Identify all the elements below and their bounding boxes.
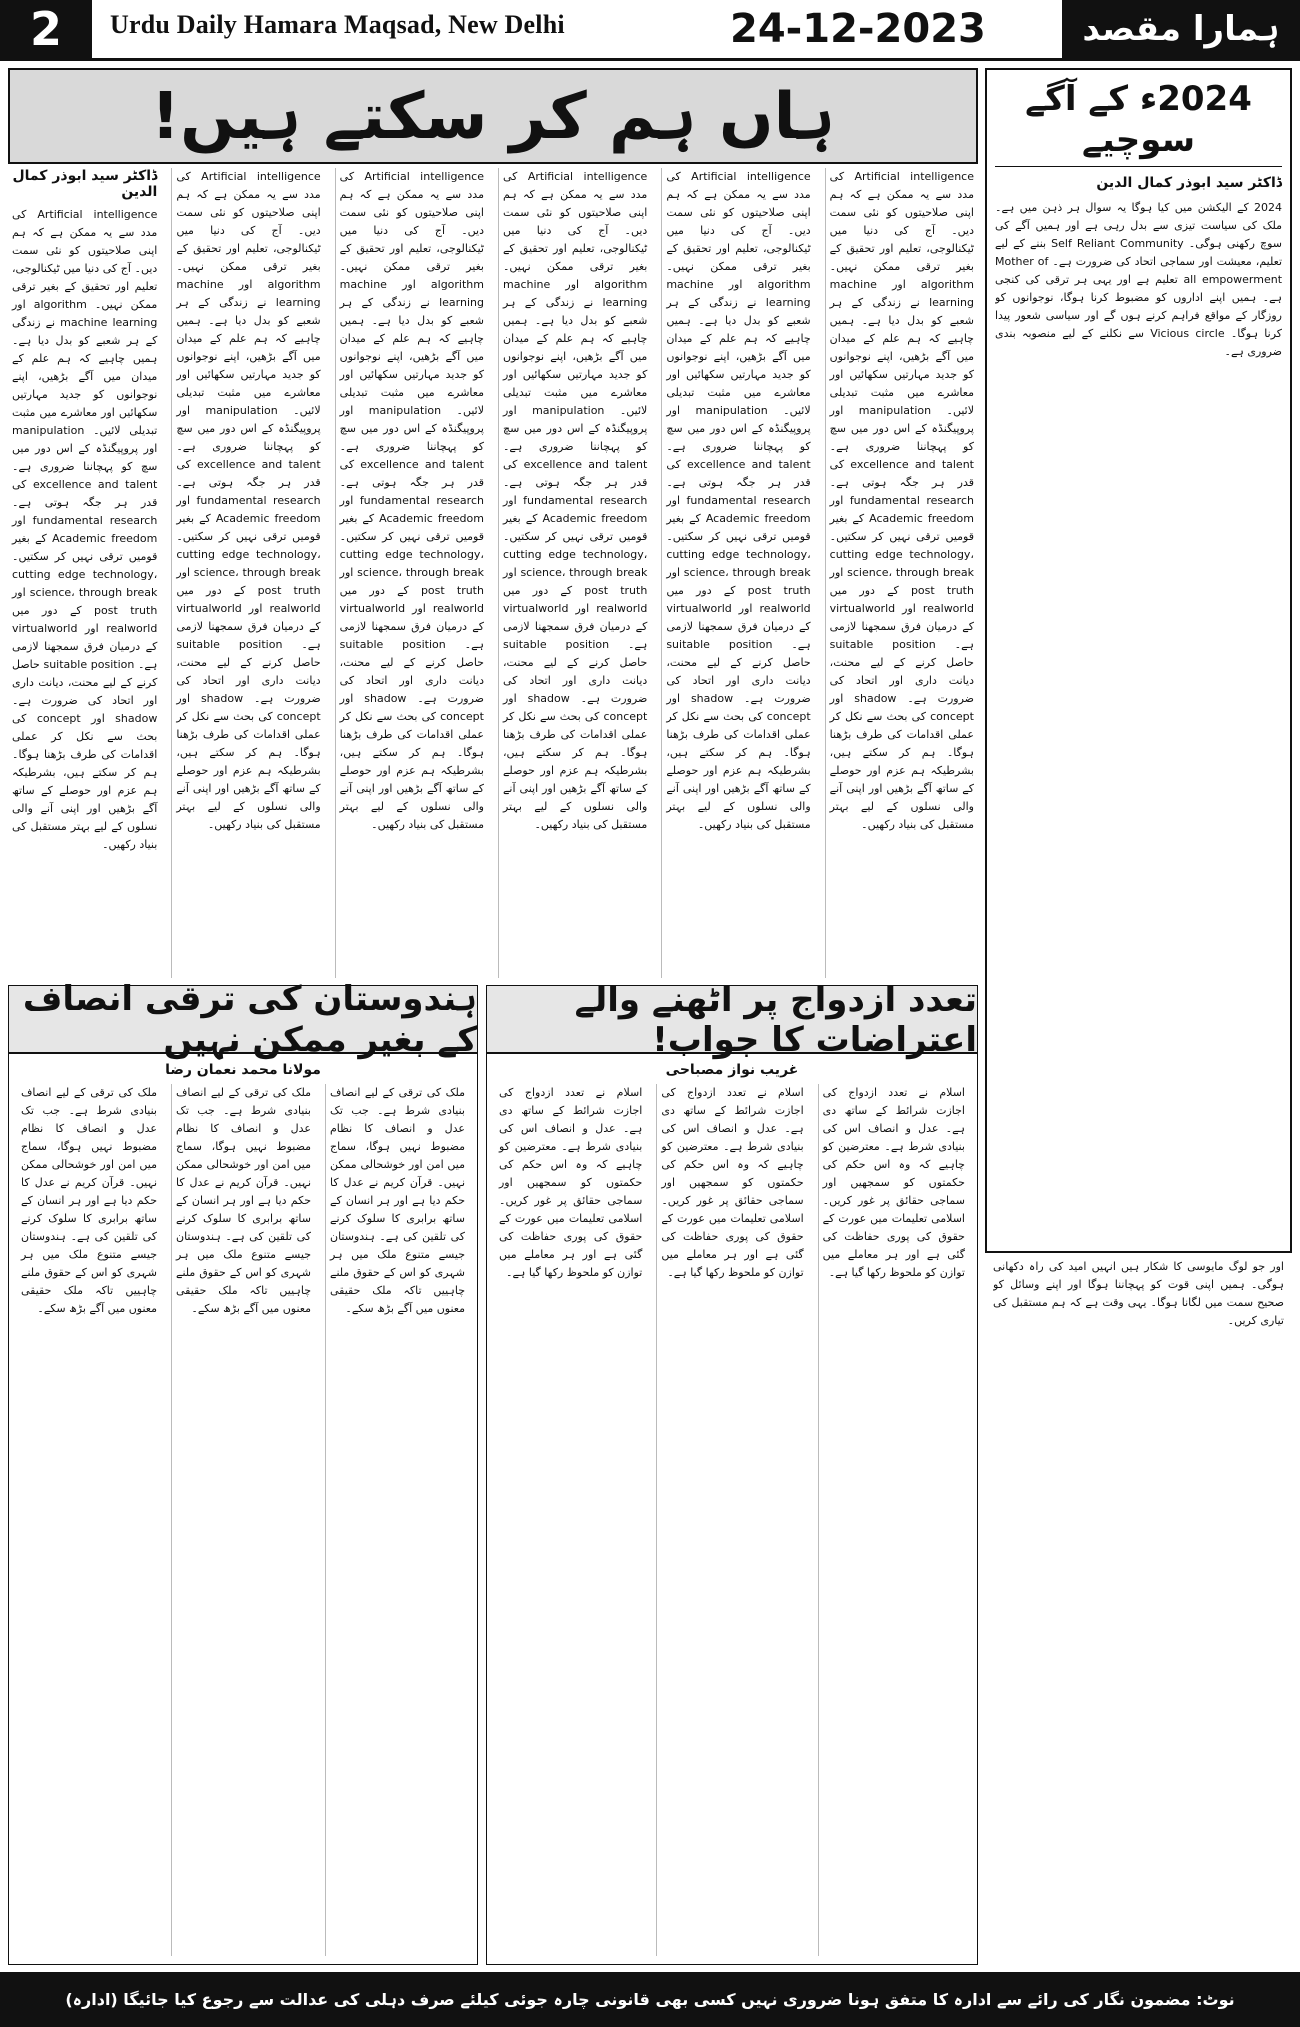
justice-text-1: ملک کی ترقی کے لیے انصاف بنیادی شرط ہے۔ جب تک عدل و انصاف کا نظام مضبوط نہیں ہوگا، سماج میں امن اور خوشحالی ممکن نہیں۔ قرآن کریم نے عدل کا حکم دیا ہے اور ہر انسان کے ساتھ برابری کا سلوک کرنے کی تلقین کی ہے۔ ہندوستان جیسے متنوع ملک میں ہر شہری کو اس کے حقوق ملنے چاہییں تاکہ ملک حقیقی معنوں میں آگے بڑھ سکے۔: [21, 1086, 157, 1315]
page-number: 2: [0, 0, 92, 58]
main-col-1: [8, 168, 161, 978]
side-article: [985, 68, 1292, 1253]
main-text-5: Artificial intelligence کی مدد سے یہ ممکن ہے کہ ہم اپنی صلاحیتوں کو نئی سمت دیں۔ آج کی دنیا میں ٹیکنالوجی، تعلیم اور تحقیق کے بغیر ترقی ممکن نہیں۔ algorithm اور machine learning نے زندگی کے ہر شعبے کو بدل دیا ہے۔ ہمیں چاہیے کہ ہم علم کے میدان میں آگے بڑھیں، اپنے نوجوانوں کو جدید مہارتیں سکھائیں اور معاشرے میں مثبت تبدیلی لائیں۔ manipulation اور پروپیگنڈہ کے اس دور میں سچ کو پہچاننا ضروری ہے۔ excellence and talent کی قدر ہر جگہ ہوتی ہے۔ fundamental research اور Academic freedom کے بغیر قومیں ترقی نہیں کر سکتیں۔ cutting edge technology، science، through break اور post truth کے دور میں realworld اور virtualworld کے درمیان فرق سمجھنا لازمی ہے۔ suitable position حاصل کرنے کے لیے محنت، دیانت داری اور اتحاد کی ضرورت ہے۔ shadow اور concept کی بحث سے نکل کر عملی اقدامات کی طرف بڑھنا ہوگا۔ ہم کر سکتے ہیں، بشرطیکہ ہم عزم اور حوصلے کے ساتھ آگے بڑھیں اور اپنی آنے والی نسلوں کے لیے بہتر مستقبل کی بنیاد رکھیں۔: [666, 170, 811, 831]
main-article: [8, 168, 978, 978]
main-text-6: Artificial intelligence کی مدد سے یہ ممکن ہے کہ ہم اپنی صلاحیتوں کو نئی سمت دیں۔ آج کی دنیا میں ٹیکنالوجی، تعلیم اور تحقیق کے بغیر ترقی ممکن نہیں۔ algorithm اور machine learning نے زندگی کے ہر شعبے کو بدل دیا ہے۔ ہمیں چاہیے کہ ہم علم کے میدان میں آگے بڑھیں، اپنے نوجوانوں کو جدید مہارتیں سکھائیں اور معاشرے میں مثبت تبدیلی لائیں۔ manipulation اور پروپیگنڈہ کے اس دور میں سچ کو پہچاننا ضروری ہے۔ excellence and talent کی قدر ہر جگہ ہوتی ہے۔ fundamental research اور Academic freedom کے بغیر قومیں ترقی نہیں کر سکتیں۔ cutting edge technology، science، through break اور post truth کے دور میں realworld اور virtualworld کے درمیان فرق سمجھنا لازمی ہے۔ suitable position حاصل کرنے کے لیے محنت، دیانت داری اور اتحاد کی ضرورت ہے۔ shadow اور concept کی بحث سے نکل کر عملی اقدامات کی طرف بڑھنا ہوگا۔ ہم کر سکتے ہیں، بشرطیکہ ہم عزم اور حوصلے کے ساتھ آگے بڑھیں اور اپنی آنے والی نسلوں کے لیے بہتر مستقبل کی بنیاد رکھیں۔: [829, 170, 974, 831]
side-byline: ڈاکٹر سید ابوذر کمال الدین: [1096, 175, 1282, 191]
justice-text-2: ملک کی ترقی کے لیے انصاف بنیادی شرط ہے۔ جب تک عدل و انصاف کا نظام مضبوط نہیں ہوگا، سماج میں امن اور خوشحالی ممکن نہیں۔ قرآن کریم نے عدل کا حکم دیا ہے اور ہر انسان کے ساتھ برابری کا سلوک کرنے کی تلقین کی ہے۔ ہندوستان جیسے متنوع ملک میں ہر شہری کو اس کے حقوق ملنے چاہییں تاکہ ملک حقیقی معنوں میں آگے بڑھ سکے۔: [176, 1086, 311, 1315]
polygamy-col-2: [656, 1084, 807, 1956]
justice-body: [9, 1054, 477, 1966]
justice-col-2: [171, 1084, 315, 1956]
main-text-2: Artificial intelligence کی مدد سے یہ ممکن ہے کہ ہم اپنی صلاحیتوں کو نئی سمت دیں۔ آج کی دنیا میں ٹیکنالوجی، تعلیم اور تحقیق کے بغیر ترقی ممکن نہیں۔ algorithm اور machine learning نے زندگی کے ہر شعبے کو بدل دیا ہے۔ ہمیں چاہیے کہ ہم علم کے میدان میں آگے بڑھیں، اپنے نوجوانوں کو جدید مہارتیں سکھائیں اور معاشرے میں مثبت تبدیلی لائیں۔ manipulation اور پروپیگنڈہ کے اس دور میں سچ کو پہچاننا ضروری ہے۔ excellence and talent کی قدر ہر جگہ ہوتی ہے۔ fundamental research اور Academic freedom کے بغیر قومیں ترقی نہیں کر سکتیں۔ cutting edge technology، science، through break اور post truth کے دور میں realworld اور virtualworld کے درمیان فرق سمجھنا لازمی ہے۔ suitable position حاصل کرنے کے لیے محنت، دیانت داری اور اتحاد کی ضرورت ہے۔ shadow اور concept کی بحث سے نکل کر عملی اقدامات کی طرف بڑھنا ہوگا۔ ہم کر سکتے ہیں، بشرطیکہ ہم عزم اور حوصلے کے ساتھ آگے بڑھیں اور اپنی آنے والی نسلوں کے لیے بہتر مستقبل کی بنیاد رکھیں۔: [176, 170, 321, 831]
side-text-box: [995, 199, 1282, 1264]
paper-name: Urdu Daily Hamara Maqsad, New Delhi: [110, 10, 565, 39]
justice-columns: [17, 1084, 469, 1956]
polygamy-article: [486, 979, 978, 1965]
main-article-columns: [8, 168, 978, 978]
justice-col-1: [17, 1084, 161, 1956]
main-text-1: Artificial intelligence کی مدد سے یہ ممکن ہے کہ ہم اپنی صلاحیتوں کو نئی سمت دیں۔ آج کی دنیا میں ٹیکنالوجی، تعلیم اور تحقیق کے بغیر ترقی ممکن نہیں۔ algorithm اور machine learning نے زندگی کے ہر شعبے کو بدل دیا ہے۔ ہمیں چاہیے کہ ہم علم کے میدان میں آگے بڑھیں، اپنے نوجوانوں کو جدید مہارتیں سکھائیں اور معاشرے میں مثبت تبدیلی لائیں۔ manipulation اور پروپیگنڈہ کے اس دور میں سچ کو پہچاننا ضروری ہے۔ excellence and talent کی قدر ہر جگہ ہوتی ہے۔ fundamental research اور Academic freedom کے بغیر قومیں ترقی نہیں کر سکتیں۔ cutting edge technology، science، through break اور post truth کے دور میں realworld اور virtualworld کے درمیان فرق سمجھنا لازمی ہے۔ suitable position حاصل کرنے کے لیے محنت، دیانت داری اور اتحاد کی ضرورت ہے۔ shadow اور concept کی بحث سے نکل کر عملی اقدامات کی طرف بڑھنا ہوگا۔ ہم کر سکتے ہیں، بشرطیکہ ہم عزم اور حوصلے کے ساتھ آگے بڑھیں اور اپنی آنے والی نسلوں کے لیے بہتر مستقبل کی بنیاد رکھیں۔: [12, 208, 158, 851]
polygamy-text-2: اسلام نے تعدد ازدواج کی اجازت شرائط کے ساتھ دی ہے۔ عدل و انصاف اس کی بنیادی شرط ہے۔ معترضین کو چاہیے کہ وہ اس حکم کی حکمتوں کو سمجھیں اور سماجی حقائق پر غور کریں۔ اسلامی تعلیمات میں عورت کے حقوق کی پوری حفاظت کی گئی ہے اور ہر معاملے میں توازن کو ملحوظ رکھا گیا ہے۔: [661, 1086, 804, 1279]
main-headline: [8, 68, 978, 164]
main-headline-text: ہاں ہم کر سکتے ہیں!: [150, 79, 836, 154]
polygamy-text-1: اسلام نے تعدد ازدواج کی اجازت شرائط کے ساتھ دی ہے۔ عدل و انصاف اس کی بنیادی شرط ہے۔ معترضین کو چاہیے کہ وہ اس حکم کی حکمتوں کو سمجھیں اور سماجی حقائق پر غور کریں۔ اسلامی تعلیمات میں عورت کے حقوق کی پوری حفاظت کی گئی ہے اور ہر معاملے میں توازن کو ملحوظ رکھا گیا ہے۔: [499, 1086, 643, 1279]
polygamy-col-3: [818, 1084, 969, 1956]
justice-headline-text: ہندوستان کی ترقی انصاف کے بغیر ممکن نہیں: [22, 979, 477, 1060]
issue-date: 24-12-2023: [730, 6, 986, 52]
main-byline: ڈاکٹر سید ابوذر کمال الدین: [12, 168, 158, 200]
side-continued-text: اور جو لوگ مایوسی کا شکار ہیں انہیں امید کی راہ دکھانی ہوگی۔ ہمیں اپنی قوت کو پہچاننا ہوگا اور اپنے وسائل کو صحیح سمت میں لگانا ہوگا۔ یہی وقت ہے کہ ہم مستقبل کی تیاری کریں۔: [993, 1260, 1284, 1327]
side-text: 2024 کے الیکشن میں کیا ہوگا یہ سوال ہر ذہن میں ہے۔ ملک کی سیاست تیزی سے بدل رہی ہے اور ہمیں آگے کی سوچ رکھنی ہوگی۔ Self Reliant Community بننے کے لیے تعلیم، معیشت اور سماجی اتحاد کی ضرورت ہے۔ Mother of all empowerment تعلیم ہے اور یہی ہر ترقی کی کنجی ہے۔ ہمیں اپنے اداروں کو مضبوط کرنا ہوگا، نوجوانوں کو روزگار کے مواقع فراہم کرنے ہوں گے اور سیاسی شعور پیدا کرنا ہوگا۔ Vicious circle سے نکلنے کے لیے منصوبہ بندی ضروری ہے۔: [995, 201, 1282, 358]
main-col-3: [335, 168, 488, 978]
main-col-6: [825, 168, 978, 978]
masthead: [0, 0, 1300, 61]
footer-note-text: نوٹ: مضمون نگار کی رائے سے ادارہ کا متفق ہونا ضروری نہیں کسی بھی قانونی چارہ جوئی کیلئے صرف دہلی کی عدالت سے رجوع کیا جائیگا (ادارہ): [65, 1990, 1235, 2009]
newspaper-logo: [1062, 0, 1300, 58]
logo-text: ہمارا مقصد: [1082, 9, 1280, 49]
polygamy-byline: غریب نواز مصباحی: [665, 1062, 799, 1078]
polygamy-text-3: اسلام نے تعدد ازدواج کی اجازت شرائط کے ساتھ دی ہے۔ عدل و انصاف اس کی بنیادی شرط ہے۔ معترضین کو چاہیے کہ وہ اس حکم کی حکمتوں کو سمجھیں اور سماجی حقائق پر غور کریں۔ اسلامی تعلیمات میں عورت کے حقوق کی پوری حفاظت کی گئی ہے اور ہر معاملے میں توازن کو ملحوظ رکھا گیا ہے۔: [822, 1086, 965, 1279]
polygamy-columns: [495, 1084, 969, 1956]
main-text-3: Artificial intelligence کی مدد سے یہ ممکن ہے کہ ہم اپنی صلاحیتوں کو نئی سمت دیں۔ آج کی دنیا میں ٹیکنالوجی، تعلیم اور تحقیق کے بغیر ترقی ممکن نہیں۔ algorithm اور machine learning نے زندگی کے ہر شعبے کو بدل دیا ہے۔ ہمیں چاہیے کہ ہم علم کے میدان میں آگے بڑھیں، اپنے نوجوانوں کو جدید مہارتیں سکھائیں اور معاشرے میں مثبت تبدیلی لائیں۔ manipulation اور پروپیگنڈہ کے اس دور میں سچ کو پہچاننا ضروری ہے۔ excellence and talent کی قدر ہر جگہ ہوتی ہے۔ fundamental research اور Academic freedom کے بغیر قومیں ترقی نہیں کر سکتیں۔ cutting edge technology، science، through break اور post truth کے دور میں realworld اور virtualworld کے درمیان فرق سمجھنا لازمی ہے۔ suitable position حاصل کرنے کے لیے محنت، دیانت داری اور اتحاد کی ضرورت ہے۔ shadow اور concept کی بحث سے نکل کر عملی اقدامات کی طرف بڑھنا ہوگا۔ ہم کر سکتے ہیں، بشرطیکہ ہم عزم اور حوصلے کے ساتھ آگے بڑھیں اور اپنی آنے والی نسلوں کے لیے بہتر مستقبل کی بنیاد رکھیں۔: [339, 170, 484, 831]
side-article-continued: [985, 1258, 1292, 1966]
main-col-5: [661, 168, 814, 978]
main-col-2: [171, 168, 324, 978]
justice-byline: مولانا محمد نعمان رضا: [165, 1062, 321, 1078]
side-title: 2024ء کے آگے سوچیے: [995, 78, 1282, 167]
polygamy-body: [487, 1054, 977, 1966]
polygamy-col-1: [495, 1084, 646, 1956]
justice-article: [8, 979, 478, 1965]
polygamy-headline: [487, 979, 977, 1060]
main-col-4: [498, 168, 651, 978]
polygamy-headline-text: تعدد ازدواج پر اٹھنے والے اعتراضات کا جواب!: [574, 979, 977, 1060]
justice-col-3: [325, 1084, 469, 1956]
justice-headline: [9, 979, 477, 1060]
main-text-4: Artificial intelligence کی مدد سے یہ ممکن ہے کہ ہم اپنی صلاحیتوں کو نئی سمت دیں۔ آج کی دنیا میں ٹیکنالوجی، تعلیم اور تحقیق کے بغیر ترقی ممکن نہیں۔ algorithm اور machine learning نے زندگی کے ہر شعبے کو بدل دیا ہے۔ ہمیں چاہیے کہ ہم علم کے میدان میں آگے بڑھیں، اپنے نوجوانوں کو جدید مہارتیں سکھائیں اور معاشرے میں مثبت تبدیلی لائیں۔ manipulation اور پروپیگنڈہ کے اس دور میں سچ کو پہچاننا ضروری ہے۔ excellence and talent کی قدر ہر جگہ ہوتی ہے۔ fundamental research اور Academic freedom کے بغیر قومیں ترقی نہیں کر سکتیں۔ cutting edge technology، science، through break اور post truth کے دور میں realworld اور virtualworld کے درمیان فرق سمجھنا لازمی ہے۔ suitable position حاصل کرنے کے لیے محنت، دیانت داری اور اتحاد کی ضرورت ہے۔ shadow اور concept کی بحث سے نکل کر عملی اقدامات کی طرف بڑھنا ہوگا۔ ہم کر سکتے ہیں، بشرطیکہ ہم عزم اور حوصلے کے ساتھ آگے بڑھیں اور اپنی آنے والی نسلوں کے لیے بہتر مستقبل کی بنیاد رکھیں۔: [502, 170, 648, 831]
justice-text-3: ملک کی ترقی کے لیے انصاف بنیادی شرط ہے۔ جب تک عدل و انصاف کا نظام مضبوط نہیں ہوگا، سماج میں امن اور خوشحالی ممکن نہیں۔ قرآن کریم نے عدل کا حکم دیا ہے اور ہر انسان کے ساتھ برابری کا سلوک کرنے کی تلقین کی ہے۔ ہندوستان جیسے متنوع ملک میں ہر شہری کو اس کے حقوق ملنے چاہییں تاکہ ملک حقیقی معنوں میں آگے بڑھ سکے۔: [330, 1086, 465, 1315]
footer-note: [0, 1972, 1300, 2027]
